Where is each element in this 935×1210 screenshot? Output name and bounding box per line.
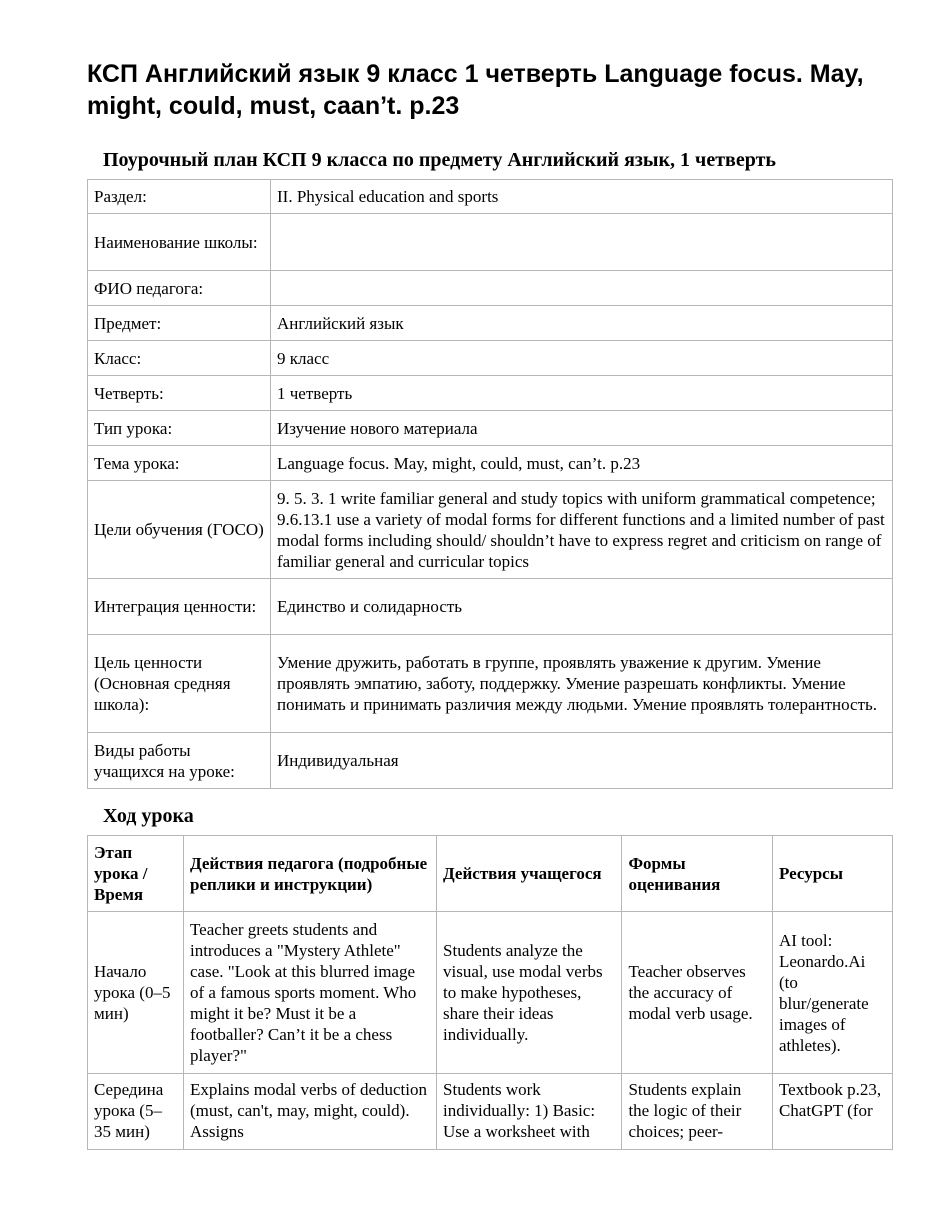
info-label: Виды работы учащихся на уроке: — [88, 733, 271, 789]
info-value — [271, 214, 893, 271]
document-title: КСП Английский язык 9 класс 1 четверть Language focus. May, might, could, must, caan’t. p.23 — [87, 60, 864, 120]
info-label: Цели обучения (ГОСО) — [88, 481, 271, 579]
info-value: Language focus. May, might, could, must, can’t. p.23 — [271, 446, 893, 481]
table-row — [88, 214, 893, 271]
table-row — [88, 912, 893, 1074]
column-header: Формы оценивания — [622, 836, 773, 912]
info-label: Раздел: — [88, 180, 271, 214]
table-cell: Students explain the logic of their choices; peer- — [622, 1074, 773, 1150]
table-row — [88, 481, 893, 579]
info-label: Интеграция ценности: — [88, 579, 271, 635]
table-cell: Students analyze the visual, use modal verbs to make hypotheses, share their ideas individually. — [437, 912, 622, 1074]
table-row — [88, 376, 893, 411]
info-label: Четверть: — [88, 376, 271, 411]
lesson-course-table — [87, 835, 893, 1150]
info-value: II. Physical education and sports — [271, 180, 893, 214]
column-header: Действия педагога (подробные реплики и инструкции) — [183, 836, 436, 912]
info-label: ФИО педагога: — [88, 271, 271, 306]
table-header-row — [88, 836, 893, 912]
column-header: Действия учащегося — [437, 836, 622, 912]
info-label: Тип урока: — [88, 411, 271, 446]
course-heading: Ход урока — [103, 805, 194, 827]
table-row — [88, 271, 893, 306]
table-cell: AI tool: Leonardo.Ai (to blur/generate images of athletes). — [772, 912, 892, 1074]
info-value: 1 четверть — [271, 376, 893, 411]
info-value: 9. 5. 3. 1 write familiar general and study topics with uniform grammatical competence; 9.6.13.1 use a variety of modal forms for different functions and a limited number of past modal forms including should/ shouldn’t have to express regret and criticism on range of familiar general and curricular topics — [271, 481, 893, 579]
info-label: Класс: — [88, 341, 271, 376]
table-cell: Explains modal verbs of deduction (must, can't, may, might, could). Assigns — [183, 1074, 436, 1150]
table-cell: Середина урока (5–35 мин) — [88, 1074, 184, 1150]
lesson-info-table — [87, 179, 893, 789]
info-label: Наименование школы: — [88, 214, 271, 271]
info-value: Индивидуальная — [271, 733, 893, 789]
info-label: Цель ценности (Основная средняя школа): — [88, 635, 271, 733]
table-cell: Teacher observes the accuracy of modal verb usage. — [622, 912, 773, 1074]
info-value: Умение дружить, работать в группе, проявлять уважение к другим. Умение проявлять эмпатию, заботу, поддержку. Умение разрешать конфликты. Умение понимать и принимать различия между людьми. Умение проявлять толерантность. — [271, 635, 893, 733]
info-value: 9 класс — [271, 341, 893, 376]
info-label: Предмет: — [88, 306, 271, 341]
table-row — [88, 579, 893, 635]
table-cell: Students work individually: 1) Basic: Use a worksheet with — [437, 1074, 622, 1150]
table-row — [88, 180, 893, 214]
table-row — [88, 446, 893, 481]
table-row — [88, 1074, 893, 1150]
info-value: Единство и солидарность — [271, 579, 893, 635]
table-cell: Textbook p.23, ChatGPT (for — [772, 1074, 892, 1150]
info-label: Тема урока: — [88, 446, 271, 481]
table-row — [88, 411, 893, 446]
column-header: Ресурсы — [772, 836, 892, 912]
table-row — [88, 635, 893, 733]
table-cell: Teacher greets students and introduces a "Mystery Athlete" case. "Look at this blurred image of a famous sports moment. Who might it be? Must it be a footballer? Can’t it be a chess player?" — [183, 912, 436, 1074]
table-row — [88, 341, 893, 376]
info-value: Изучение нового материала — [271, 411, 893, 446]
column-header: Этап урока / Время — [88, 836, 184, 912]
table-row — [88, 733, 893, 789]
plan-heading: Поурочный план КСП 9 класса по предмету Английский язык, 1 четверть — [103, 149, 776, 171]
info-value — [271, 271, 893, 306]
table-row — [88, 306, 893, 341]
info-value: Английский язык — [271, 306, 893, 341]
table-cell: Начало урока (0–5 мин) — [88, 912, 184, 1074]
